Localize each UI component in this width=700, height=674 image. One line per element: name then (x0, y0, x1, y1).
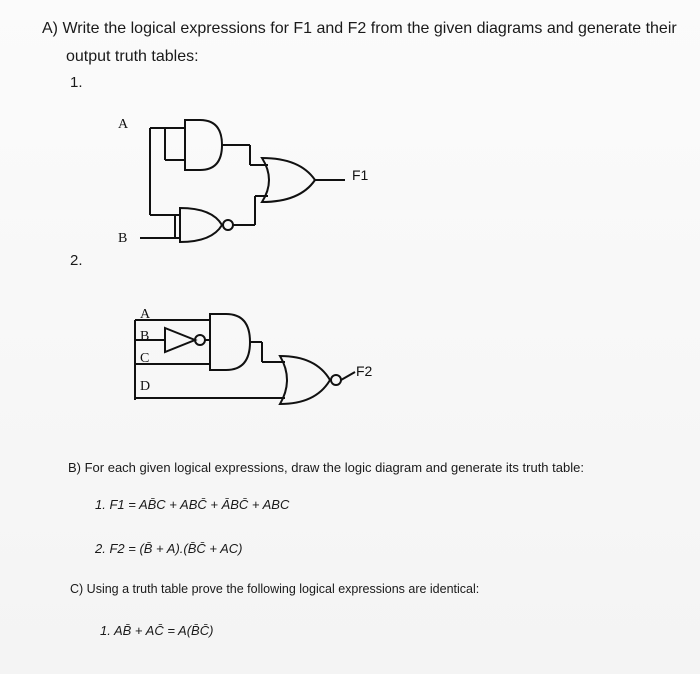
d2-input-a: A (140, 307, 151, 322)
item-2-number: 2. (70, 252, 83, 269)
d1-input-b: B (118, 231, 128, 246)
d2-input-c: C (140, 351, 150, 366)
section-b-eq1: 1. F1 = AB̄C + ABC̄ + ĀBC̄ + ABC (95, 497, 290, 512)
section-b-eq2: 2. F2 = (B̄ + A).(B̄C̄ + AC) (95, 541, 243, 556)
section-b-heading: B) For each given logical expressions, draw the logic diagram and generate its truth table: (68, 460, 584, 475)
item-1-number: 1. (70, 74, 83, 91)
d2-output-f2: F2 (356, 363, 373, 379)
section-a-line1-text: Write the logical expressions for F1 and F2 from the given diagrams and generate their (62, 20, 677, 37)
section-a-line2: output truth tables: (66, 48, 199, 65)
d2-input-b: B (140, 329, 150, 344)
section-c-eq1: 1. AB̄ + AC̄ = A(B̄C̄) (100, 623, 214, 638)
d2-input-d: D (140, 379, 151, 394)
section-c-heading: C) Using a truth table prove the following logical expressions are identical: (70, 582, 480, 596)
d1-input-a: A (118, 117, 129, 132)
section-a-label-inline: A) (42, 20, 63, 37)
d1-output-f1: F1 (352, 167, 369, 183)
